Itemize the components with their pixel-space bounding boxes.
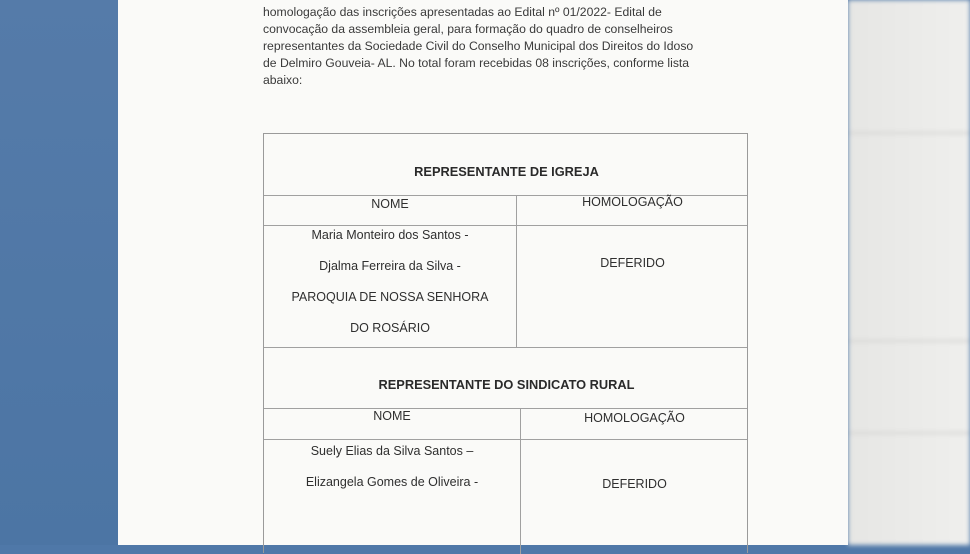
candidate-name: DO ROSÁRIO bbox=[350, 321, 430, 335]
intro-line: homologação das inscrições apresentadas ao Edital nº 01/2022- Edital de bbox=[263, 5, 662, 19]
candidate-name: Maria Monteiro dos Santos - bbox=[311, 228, 469, 242]
candidate-name: Djalma Ferreira da Silva - bbox=[319, 259, 461, 273]
status-deferido: DEFERIDO bbox=[600, 256, 665, 270]
section-title: REPRESENTANTE DO SINDICATO RURAL bbox=[378, 377, 635, 392]
candidate-name: Elizangela Gomes de Oliveira - bbox=[305, 475, 479, 489]
background-left bbox=[0, 0, 118, 545]
column-header-name: NOME bbox=[373, 409, 411, 423]
candidate-names bbox=[264, 436, 520, 498]
intro-line: abaixo: bbox=[263, 73, 303, 87]
candidate-name: Suely Elias da Silva Santos – bbox=[310, 444, 474, 458]
registrations-table bbox=[263, 133, 748, 553]
status-deferido: DEFERIDO bbox=[602, 477, 667, 491]
background-blurred-page bbox=[848, 0, 970, 545]
intro-line: representantes da Sociedade Civil do Conselho Municipal dos Direitos do Idoso bbox=[263, 39, 694, 53]
section-title: REPRESENTANTE DE IGREJA bbox=[414, 164, 599, 179]
candidate-name: PAROQUIA DE NOSSA SENHORA bbox=[291, 290, 489, 304]
column-header-homologation: HOMOLOGAÇÃO bbox=[582, 195, 683, 209]
document-page bbox=[118, 0, 848, 545]
column-header-name: NOME bbox=[371, 197, 409, 211]
intro-paragraph bbox=[263, 0, 735, 89]
candidate-names bbox=[264, 220, 516, 344]
intro-line: de Delmiro Gouveia- AL. No total foram recebidas 08 inscrições, conforme lista bbox=[263, 56, 690, 70]
intro-line: convocação da assembleia geral, para formação do quadro de conselheiros bbox=[263, 22, 673, 36]
column-header-homologation: HOMOLOGAÇÃO bbox=[584, 411, 685, 425]
